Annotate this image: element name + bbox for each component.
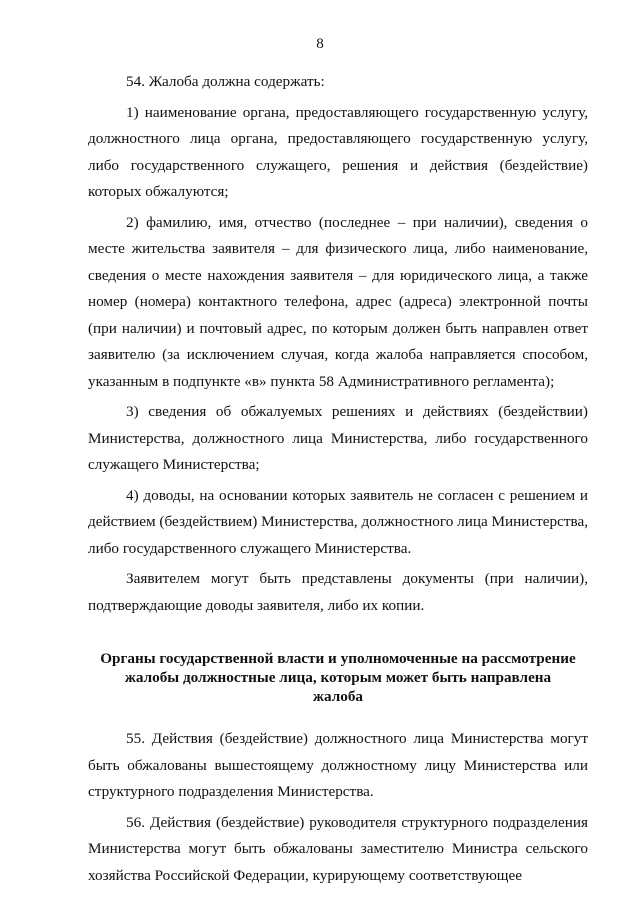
paragraph-54: 54. Жалоба должна содержать:: [126, 73, 325, 90]
paragraph-55: 55. Действия (бездействие) должностного лица Министерства могут быть обжалованы вышестоящему должностному лицу Министерства или структурного подразделения Министерства.: [88, 730, 588, 800]
document-body: [88, 69, 588, 889]
paragraph-54-item-4: 4) доводы, на основании которых заявитель не согласен с решением и действием (бездействием) Министерства, должностного лица Министерства, либо государственного служащего Министерства.: [88, 486, 588, 557]
paragraph-54-item-2: 2) фамилию, имя, отчество (последнее – при наличии), сведения о месте жительства заявителя – для физического лица, либо наименование, сведения о месте нахождения заявителя – для юридического лица, а также номер (номера) контактного телефона, адрес (адреса) электронной почты (при наличии) и почтовый адрес, по которым должен быть направлен ответ заявителю (за исключением случая, когда жалоба направляется способом, указанным в подпункте «в» пункта 58 Административного регламента);: [88, 213, 588, 390]
page-number: 8: [316, 36, 324, 52]
paragraph-56: 56. Действия (бездействие) руководителя структурного подразделения Министерства могут быть обжалованы заместителю Министра сельского хозяйства Российской Федерации, курирующему соответствующее: [88, 813, 588, 884]
paragraph-54-item-3: 3) сведения об обжалуемых решениях и действиях (бездействии) Министерства, должностного лица Министерства, либо государственного служащего Министерства;: [88, 403, 588, 473]
section-heading: Органы государственной власти и уполномоченные на рассмотрение жалобы должностные лица, которым может быть направлена жалоба: [100, 650, 576, 705]
paragraph-54-item-1: 1) наименование органа, предоставляющего государственную услугу, должностного лица органа, предоставляющего государственную услугу, либо государственного служащего, решения и действия (бездействие) которых обжалуются;: [88, 103, 588, 200]
paragraph-applicant-documents: Заявителем могут быть представлены документы (при наличии), подтверждающие доводы заявителя, либо их копии.: [88, 570, 588, 614]
